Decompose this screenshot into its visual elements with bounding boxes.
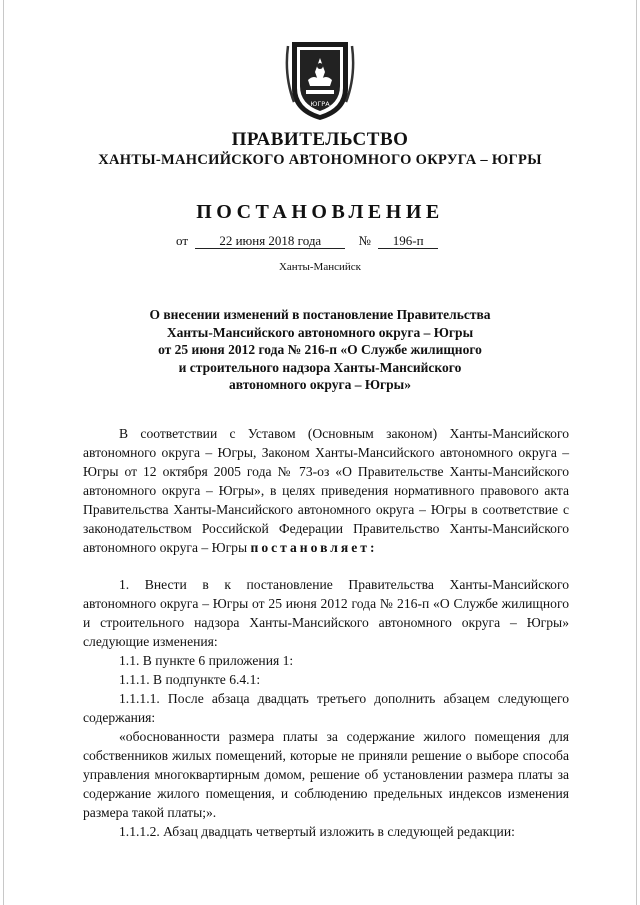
number-prefix: № <box>358 233 371 248</box>
document-title <box>0 306 640 394</box>
paragraph: 1.1. В пункте 6 приложения 1: <box>119 653 294 668</box>
paragraph: 1.1.1.2. Абзац двадцать четвертый изложить в следующей редакции: <box>119 824 515 839</box>
preamble-paragraph <box>83 424 569 557</box>
paragraph: 1.1.1. В подпункте 6.4.1: <box>119 672 261 687</box>
title-line: автономного округа – Югры» <box>229 377 411 392</box>
paragraph: 1. Внести в к постановление Правительства Ханты-Мансийского автономного округа – Югры от 25 июня 2012 года № 216-п «О Службе жилищного и строительного надзора Ханты-Мансийского автономного округа – Югры» следующие изменения: <box>83 577 569 649</box>
emblem-label: ЮГРА <box>310 100 330 108</box>
resolves-keyword: постановляет: <box>250 540 378 555</box>
government-heading: ПРАВИТЕЛЬСТВО <box>231 129 409 150</box>
paragraph: 1.1.1.1. После абзаца двадцать третьего дополнить абзацем следующего содержания: <box>83 691 569 725</box>
preamble-block <box>83 424 569 557</box>
amendments-block <box>83 575 569 841</box>
date-line <box>176 233 438 249</box>
city: Ханты-Мансийск <box>278 261 361 273</box>
document-type: ПОСТАНОВЛЕНИЕ <box>196 201 444 223</box>
preamble-text: В соответствии с Уставом (Основным законом) Ханты-Мансийского автономного округа – Югры, Законом Ханты-Мансийского автономного округа – Югры от 12 октября 2005 года № 73-оз «О Правительстве Ханты-Мансийского автономного округа – Югры», в целях приведения нормативного правового акта Правительства Ханты-Мансийского автономного округа – Югры в соответствие с законодательством Российской Федерации Правительство Ханты-Мансийского автономного округа – Югры <box>83 426 569 555</box>
title-line: и строительного надзора Ханты-Мансийского <box>178 359 462 375</box>
title-line: Ханты-Мансийского автономного округа – Югры <box>166 324 474 340</box>
document-number: 196-п <box>378 234 438 249</box>
title-line: О внесении изменений в постановление Правительства <box>149 307 491 322</box>
region-heading: ХАНТЫ-МАНСИЙСКОГО АВТОНОМНОГО ОКРУГА – ЮГРЫ <box>98 152 542 168</box>
date-prefix: от <box>176 233 189 248</box>
title-line: от 25 июня 2012 года № 216-п «О Службе жилищного <box>158 342 482 357</box>
document-date: 22 июня 2018 года <box>195 234 345 249</box>
paragraph: «обоснованности размера платы за содержание жилого помещения для собственников жилых помещений, которые не приняли решение о выборе способа управления многоквартирным домом, решение об установлении размера платы за содержание жилого помещения, и соблюдению предельных индексов изменения размера такой платы;». <box>83 729 569 820</box>
coat-of-arms-emblem <box>284 36 356 124</box>
